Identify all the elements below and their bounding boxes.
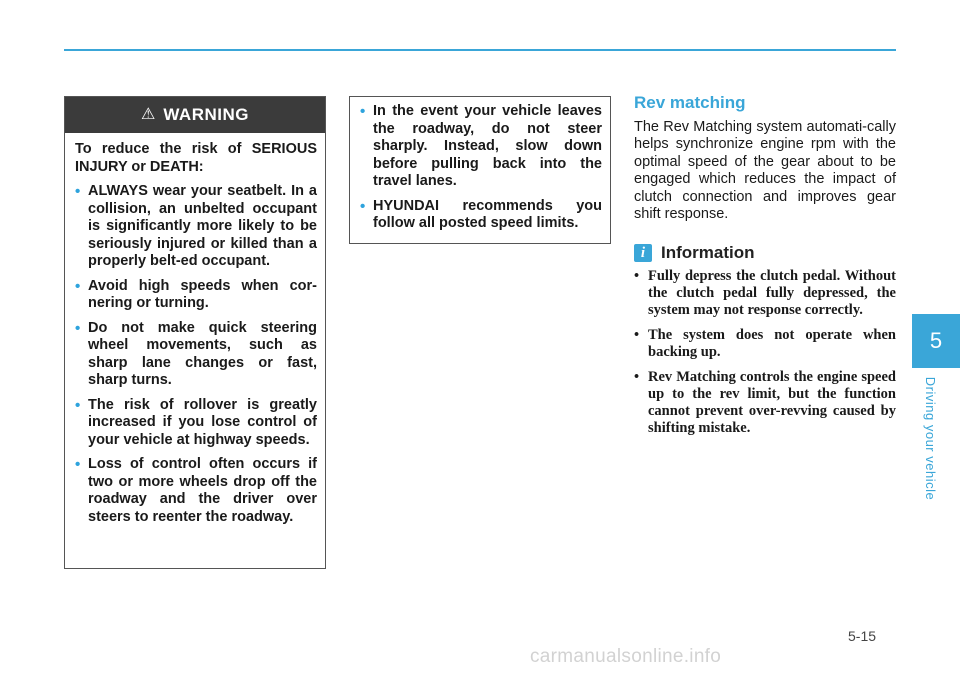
chapter-tab: 5 <box>912 314 960 368</box>
rev-matching-heading: Rev matching <box>634 93 746 112</box>
warning-title: WARNING <box>163 105 249 124</box>
warning-triangle-icon: ⚠ <box>140 106 156 123</box>
bullet-dot-icon: • <box>634 327 640 343</box>
warning-item: • HYUNDAI recommends you follow all posted speed limits. <box>360 197 602 231</box>
warning-header <box>65 97 325 133</box>
information-header <box>634 243 755 263</box>
warning-list <box>75 183 317 526</box>
bullet-dot-icon: • <box>75 456 81 473</box>
warning-intro: To reduce the risk of SERIOUS INJURY or DEATH: <box>75 141 317 175</box>
warning-item: • Avoid high speeds when cor-nering or turning. <box>75 277 317 311</box>
information-list <box>634 268 896 445</box>
bullet-dot-icon: • <box>75 396 81 414</box>
warning-item: • Loss of control often occurs if two or more wheels drop off the roadway and the driver over steers to reenter the roadway. <box>75 456 317 525</box>
warning-body <box>65 133 325 526</box>
bullet-dot-icon: • <box>360 103 366 120</box>
bullet-dot-icon: • <box>75 319 81 337</box>
rev-matching-paragraph: The Rev Matching system automati-cally helps synchronize engine rpm with the optimal speed of the gear about to be engaged which reduces the impact of clutch connection and improves gear shift response. <box>634 119 896 223</box>
info-icon: i <box>634 244 652 262</box>
warning-item: • ALWAYS wear your seatbelt. In a collision, an unbelted occupant is significantly more likely to be seriously injured or killed than a properly belt-ed occupant. <box>75 183 317 269</box>
bullet-dot-icon: • <box>75 183 81 200</box>
chapter-side-label <box>920 368 942 508</box>
bullet-dot-icon: • <box>360 197 366 215</box>
information-item: • The system does not operate when backing up. <box>634 327 896 360</box>
information-item: • Fully depress the clutch pedal. Without the clutch pedal fully depressed, the system may not response correctly. <box>634 268 896 318</box>
warning-continued-box <box>349 96 611 244</box>
warning-item: • The risk of rollover is greatly increased if you lose control of your vehicle at highway speeds. <box>75 396 317 448</box>
top-rule <box>64 49 896 51</box>
information-title: Information <box>661 243 755 262</box>
page-number: 5-15 <box>848 628 877 644</box>
warning-item: • In the event your vehicle leaves the roadway, do not steer sharply. Instead, slow down before pulling back into the travel lanes. <box>360 103 602 189</box>
bullet-dot-icon: • <box>75 277 81 295</box>
warning-continued-list <box>360 103 602 233</box>
bullet-dot-icon: • <box>634 369 640 385</box>
warning-item: • Do not make quick steering wheel movements, such as sharp lane changes or fast, sharp turns. <box>75 319 317 388</box>
bullet-dot-icon: • <box>634 268 640 284</box>
information-item: • Rev Matching controls the engine speed up to the rev limit, but the function cannot prevent over-revving caused by shifting mistake. <box>634 369 896 436</box>
chapter-label: Driving your vehicle <box>923 376 939 500</box>
watermark: carmanualsonline.info <box>530 646 722 667</box>
warning-box <box>64 96 326 569</box>
